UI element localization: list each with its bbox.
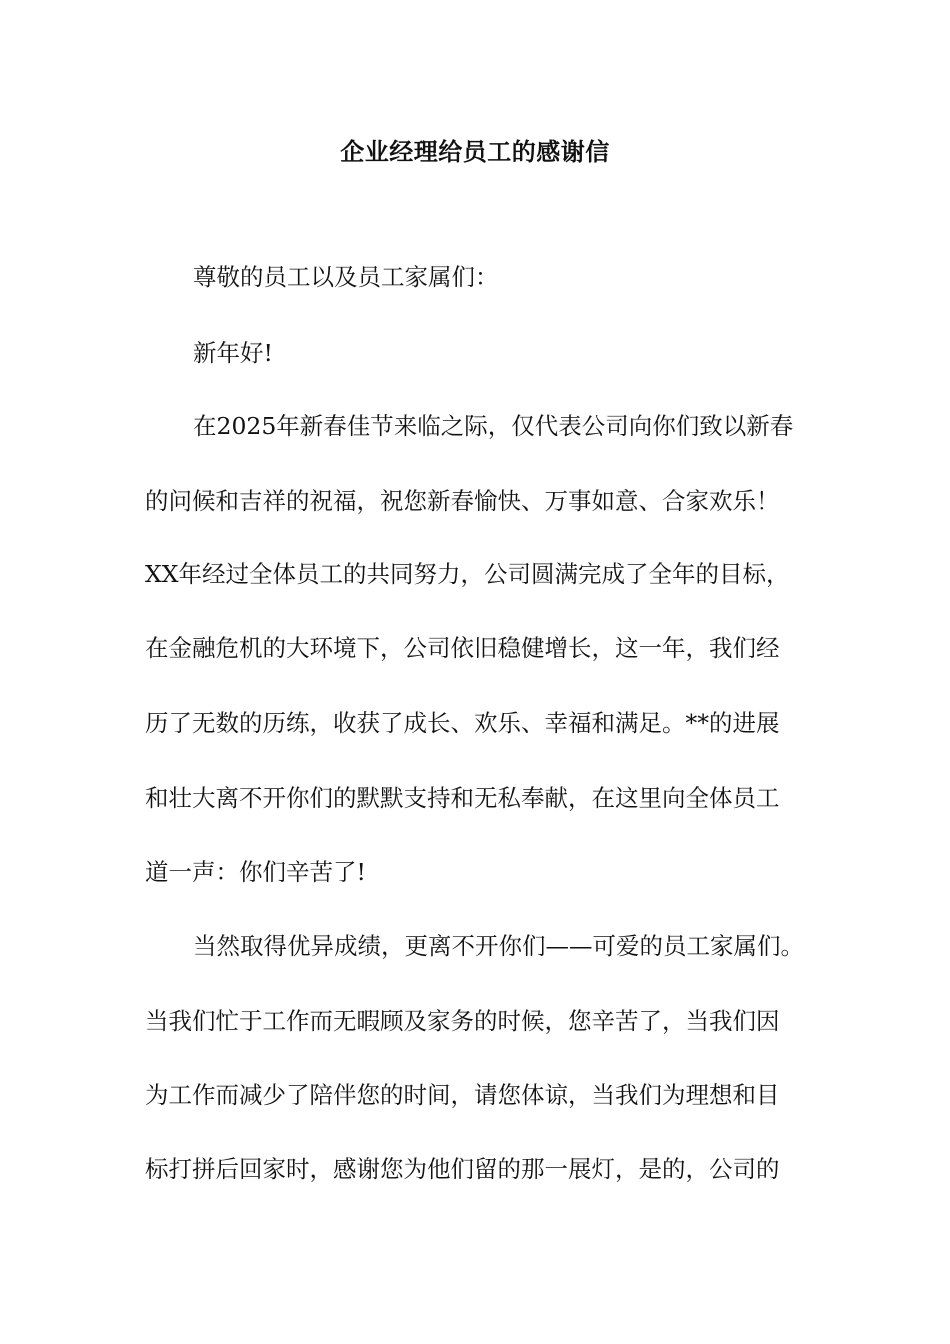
document-title: 企业经理给员工的感谢信	[340, 137, 610, 166]
salutation-line: 尊敬的员工以及员工家属们：	[193, 263, 499, 291]
paragraph-line: 当然取得优异成绩，更离不开你们——可爱的员工家属们。	[193, 932, 804, 960]
paragraph-line: 标打拼后回家时，感谢您为他们留的那一展灯，是的，公司的	[145, 1155, 780, 1183]
paragraph-line: XX年经过全体员工的共同努力，公司圆满完成了全年的目标，	[145, 560, 790, 588]
paragraph-line: 的问候和吉祥的祝福，祝您新春愉快、万事如意、合家欢乐！	[145, 487, 780, 515]
greeting-line: 新年好!	[193, 339, 273, 367]
paragraph-line: 道一声：你们辛苦了!	[145, 858, 366, 886]
paragraph-line: 当我们忙于工作而无暇顾及家务的时候，您辛苦了，当我们因	[145, 1007, 780, 1035]
paragraph-line: 在2025年新春佳节来临之际，仅代表公司向你们致以新春	[193, 412, 794, 440]
paragraph-line: 为工作而减少了陪伴您的时间，请您体谅，当我们为理想和目	[145, 1081, 780, 1109]
paragraph-line: 在金融危机的大环境下，公司依旧稳健增长，这一年，我们经	[145, 634, 780, 662]
paragraph-line: 和壮大离不开你们的默默支持和无私奉献，在这里向全体员工	[145, 784, 780, 812]
paragraph-line: 历了无数的历练，收获了成长、欢乐、幸福和满足。**的进展	[145, 709, 780, 737]
